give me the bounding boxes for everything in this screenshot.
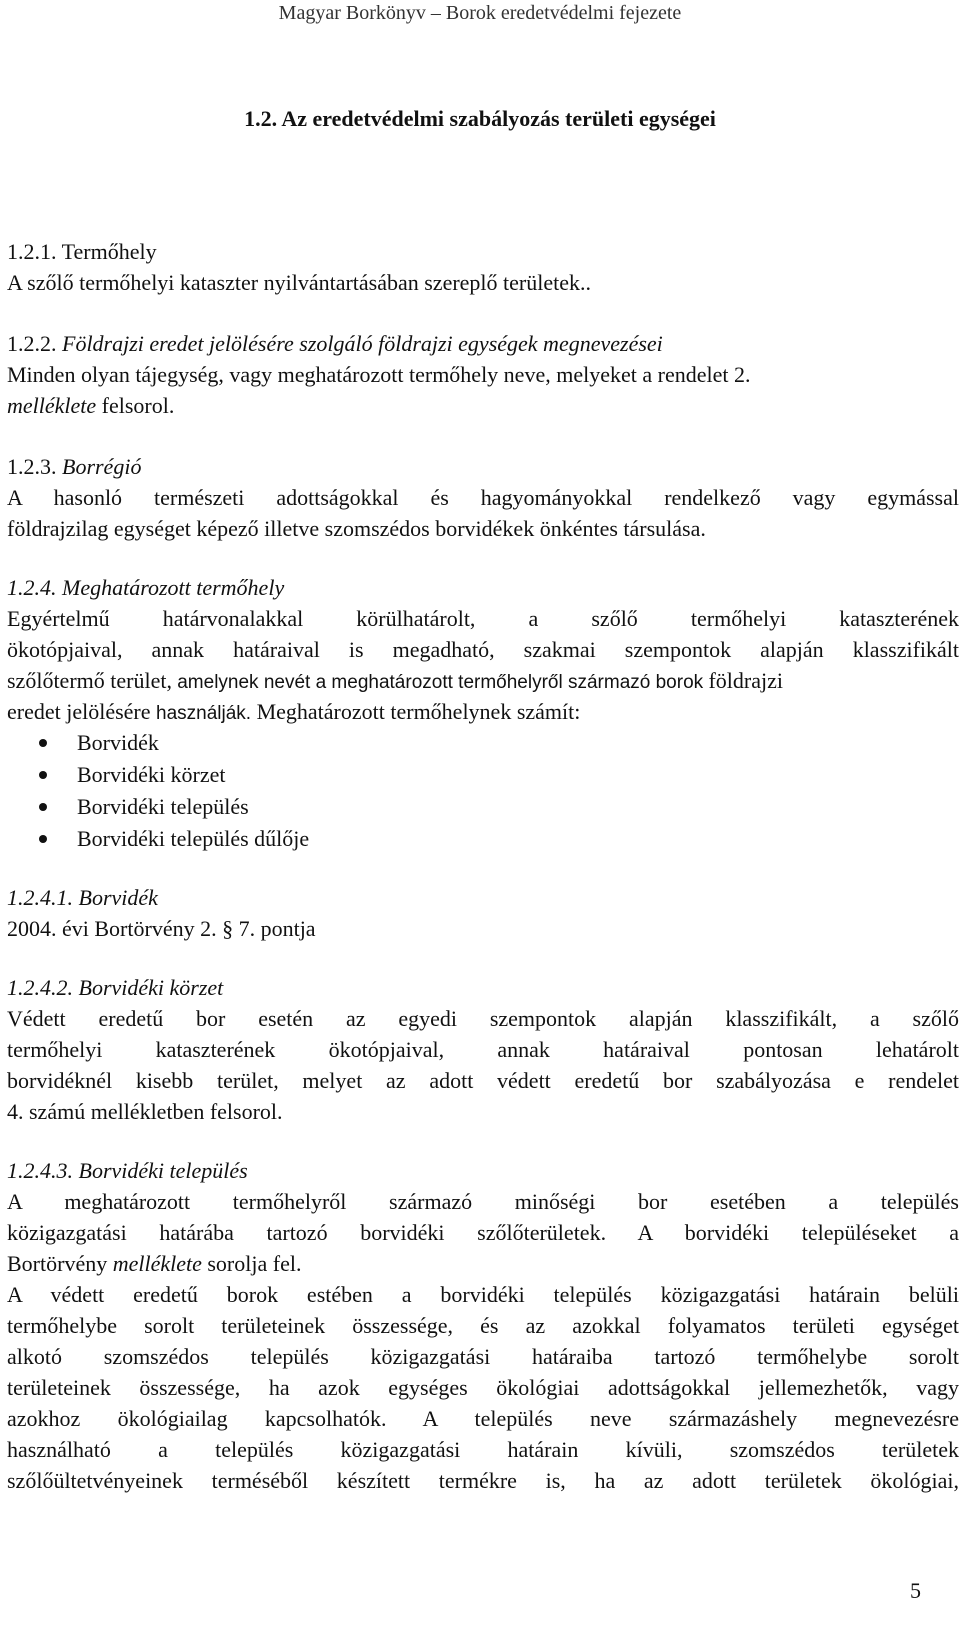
list-item: Borvidéki körzet [7,759,959,791]
section-heading: 1.2.4.2. Borvidéki körzet [7,975,224,1000]
paragraph-line: használható a település közigazgatási határain kívüli, szomszédos területek [7,1437,959,1462]
running-header: Magyar Borkönyv – Borok eredetvédelmi fejezete [278,2,682,24]
section-title: 1.2. Az eredetvédelmi szabályozás területi egységei [244,106,716,131]
paragraph-line: Védett eredetű bor esetén az egyedi szempontok alapján klasszifikált, a szőlő [7,1006,959,1031]
paragraph-line: területeinek összessége, ha azok egységes ökológiai adottságokkal jellemezhetők, vagy [7,1375,959,1400]
paragraph-line: borvidéknél kisebb terület, melyet az adott védett eredetű bor szabályozása e rendelet [7,1068,959,1093]
list-item: Borvidék [7,727,959,759]
paragraph-line: közigazgatási határába tartozó borvidéki szőlőterületek. A borvidéki településeket a [7,1220,959,1245]
paragraph-line: ökotópjaival, annak határaival is megadható, szakmai szempontok alapján klasszifikált [7,637,959,662]
page-number: 5 [910,1578,921,1603]
paragraph-line: A meghatározott termőhelyről származó minőségi bor esetében a település [7,1189,959,1214]
paragraph-line: alkotó szomszédos település közigazgatási határaiba tartozó termőhelybe sorolt [7,1344,959,1369]
paragraph-text: Bortörvény [7,1251,113,1276]
paragraph-line: A védett eredetű borok estében a borvidéki település közigazgatási határain belüli [7,1282,959,1307]
paragraph-line: termőhelyi kataszterének ökotópjaival, annak határaival pontosan lehatárolt [7,1037,959,1062]
paragraph-text: Meghatározott termőhelynek számít: [251,699,581,724]
paragraph-line: A szőlő termőhelyi kataszter nyilvántartásában szereplő területek.. [7,270,591,295]
paragraph-text: eredet jelölésére [7,699,157,724]
section-1-2-4-2 [7,972,959,1127]
paragraph-text-sans: használják. [156,703,252,724]
paragraph-text: földrajzi [708,668,783,693]
paragraph-text-sans: amelynek nevét a meghatározott termőhelyről származó borok [171,672,709,693]
section-1-2-4-1 [7,882,959,944]
paragraph-line: 4. számú mellékletben felsorol. [7,1099,283,1124]
paragraph-line: A hasonló természeti adottságokkal és hagyományokkal rendelkező vagy egymással [7,485,959,510]
section-1-2-3 [7,451,959,544]
section-heading: 1.2.1. Termőhely [7,239,157,264]
list-item: Borvidéki település [7,791,959,823]
section-heading: Földrajzi eredet jelölésére szolgáló földrajzi egységek megnevezései [62,331,663,356]
paragraph-text: felsorol. [96,393,175,418]
section-number: 1.2.3. [7,454,57,479]
section-1-2-4-3 [7,1155,959,1496]
paragraph-line: Egyértelmű határvonalakkal körülhatárolt, a szőlő termőhelyi kataszterének [7,606,959,631]
section-1-2-1 [7,236,959,298]
section-heading: 1.2.4. Meghatározott termőhely [7,575,285,600]
bullet-list [7,727,959,855]
section-heading: 1.2.4.1. Borvidék [7,885,158,910]
italic-term: melléklete [112,1251,202,1276]
list-item: Borvidéki település dűlője [7,823,959,855]
section-heading: Borrégió [62,454,142,479]
section-heading: 1.2.4.3. Borvidéki település [7,1158,248,1183]
paragraph-line: földrajzilag egységet képező illetve szomszédos borvidékek önkéntes társulása. [7,516,706,541]
paragraph-line: 2004. évi Bortörvény 2. § 7. pontja [7,916,316,941]
italic-term: melléklete [7,393,97,418]
section-number: 1.2.2. [7,331,57,356]
section-1-2-4 [7,572,959,855]
paragraph-line: azokhoz ökológiailag kapcsolhatók. A település neve származáshely megnevezésre [7,1406,959,1431]
paragraph-text: sorolja fel. [201,1251,302,1276]
paragraph-text: szőlőtermő terület, [7,668,172,693]
paragraph-line: szőlőültetvényeinek terméséből készített termékre is, ha az adott területek ökológiai, [7,1468,959,1493]
paragraph-line: termőhelybe sorolt területeinek összessége, és az azokkal folyamatos területi egységet [7,1313,959,1338]
paragraph-line: Minden olyan tájegység, vagy meghatározott termőhely neve, melyeket a rendelet 2. [7,362,751,387]
section-1-2-2 [7,328,959,421]
